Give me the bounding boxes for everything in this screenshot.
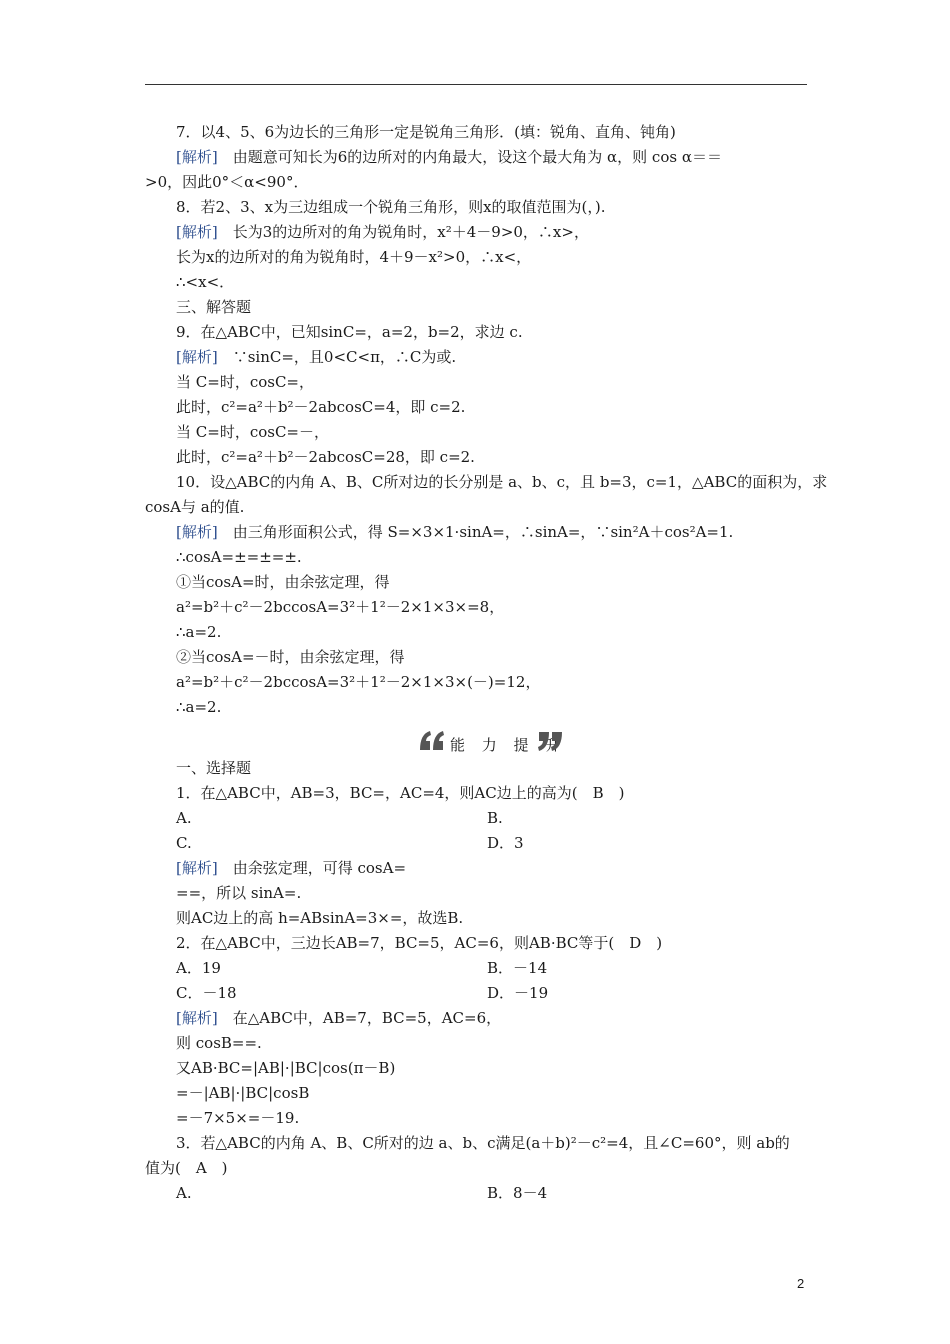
header-rule: [145, 84, 807, 85]
text-line-p2d: [176, 1083, 309, 1103]
line-text: 1．在△ABC中，AB=3，BC=，AC=4，则AC边上的高为( B ): [176, 784, 625, 802]
text-line-q9d: [176, 422, 329, 442]
text-line-p3: [176, 1133, 790, 1153]
text-line-q10d: [176, 547, 302, 567]
text-line-p2c: [176, 1058, 395, 1078]
line-text: D．－19: [487, 984, 549, 1002]
text-line-q10c: [176, 522, 733, 542]
line-text: 在△ABC中，AB=7，BC=5，AC=6，: [217, 1009, 502, 1027]
line-text: ∴a=2.: [176, 623, 222, 641]
line-text: 三、解答题: [176, 298, 252, 316]
line-text: ∴a=2.: [176, 698, 222, 716]
text-line-q8: [176, 197, 606, 217]
text-line-q9e: [176, 447, 475, 467]
line-text: ②当cosA=－时，由余弦定理，得: [176, 648, 405, 666]
line-text: 长为3的边所对的角为锐角时，x²＋4－9>0，∴x>，: [217, 223, 589, 241]
text-line-p2: [176, 933, 662, 953]
text-line-p2B: [487, 958, 547, 978]
text-line-p3B: [487, 1183, 547, 1203]
text-line-q9: [176, 322, 523, 342]
section-banner: [418, 728, 568, 756]
line-text: cosA与 a的值.: [145, 498, 245, 516]
text-line-p1C: [176, 833, 192, 853]
analysis-tag: [解析]: [176, 348, 218, 366]
text-line-q8a: [176, 222, 589, 242]
text-line-p3A: [176, 1183, 192, 1203]
line-text: 则AC边上的高 h=ABsinA=3×=，故选B.: [176, 909, 464, 927]
line-text: a²=b²＋c²－2bccosA=3²＋1²－2×1×3×=8，: [176, 598, 505, 616]
line-text: 2．在△ABC中，三边长AB=7，BC=5，AC=6，则AB·BC等于( D ): [176, 934, 663, 952]
line-text: =－|AB|·|BC|cosB: [176, 1084, 310, 1102]
text-line-q10g: [176, 622, 221, 642]
line-text: B.: [487, 809, 503, 827]
text-line-p3b: [145, 1158, 228, 1178]
text-line-p1: [176, 783, 624, 803]
line-text: 长为x的边所对的角为锐角时，4＋9－x²>0，∴x<，: [176, 248, 532, 266]
text-line-p1a: [176, 858, 406, 878]
line-text: ①当cosA=时，由余弦定理，得: [176, 573, 390, 591]
line-text: A.: [176, 1184, 192, 1202]
text-line-q9c: [176, 397, 465, 417]
text-line-p2b: [176, 1033, 262, 1053]
text-line-p1B: [487, 808, 503, 828]
text-line-q9a: [176, 347, 456, 367]
line-text: >0，因此0°＜α<90°．: [145, 173, 309, 191]
text-line-p2A: [176, 958, 221, 978]
text-line-q10h: [176, 647, 405, 667]
text-line-q7a: [176, 147, 722, 167]
open-quote-icon: [418, 728, 446, 754]
line-text: 7．以4、5、6为边长的三角形一定是锐角三角形．(填：锐角、直角、钝角): [176, 123, 676, 141]
line-text: 一、选择题: [176, 759, 252, 777]
text-line-q8b: [176, 247, 531, 267]
line-text: 由三角形面积公式，得 S=×3×1·sinA=，∴sinA=，∵sin²A＋cos²A=1.: [217, 523, 734, 541]
line-text: 又AB·BC=|AB|·|BC|cos(π－B): [176, 1059, 396, 1077]
line-text: D．3: [487, 834, 524, 852]
text-line-p2a: [176, 1008, 501, 1028]
line-text: 此时，c²=a²＋b²－2abcosC=28，即 c=2.: [176, 448, 475, 466]
line-text: B．8－4: [487, 1184, 548, 1202]
line-text: 此时，c²=a²＋b²－2abcosC=4，即 c=2.: [176, 398, 466, 416]
line-text: 当 C=时，cosC=－，: [176, 423, 329, 441]
line-text: 则 cosB==.: [176, 1034, 262, 1052]
analysis-tag: [解析]: [176, 859, 218, 877]
line-text: 当 C=时，cosC=，: [176, 373, 314, 391]
text-line-s1: [176, 758, 251, 778]
text-line-q10e: [176, 572, 390, 592]
line-text: A．19: [176, 959, 221, 977]
text-line-p1A: [176, 808, 192, 828]
line-text: A.: [176, 809, 192, 827]
line-text: ∴cosA=±=±=±.: [176, 548, 302, 566]
analysis-tag: [解析]: [176, 148, 218, 166]
text-line-s3: [176, 297, 251, 317]
text-line-p1D: [487, 833, 524, 853]
line-text: 3．若△ABC的内角 A、B、C所对的边 a、b、c满足(a＋b)²－c²=4，且∠C=60°，则 ab的: [176, 1134, 790, 1152]
text-line-p2D: [487, 983, 548, 1003]
text-line-p1b: [176, 883, 301, 903]
line-text: ==，所以 sinA=.: [176, 884, 302, 902]
line-text: C．－18: [176, 984, 237, 1002]
section-banner-label: 能 力 提 升: [450, 736, 567, 754]
text-line-q10i: [176, 672, 540, 692]
text-line-q10: [176, 472, 827, 492]
text-line-q10j: [176, 697, 221, 717]
text-line-q7: [176, 122, 676, 142]
line-text: 由余弦定理，可得 cosA=: [217, 859, 407, 877]
line-text: 由题意可知长为6的边所对的内角最大，设这个最大角为 α，则 cos α＝＝: [217, 148, 722, 166]
text-line-p2e: [176, 1108, 299, 1128]
text-line-p1c: [176, 908, 463, 928]
page-number: 2: [797, 1276, 805, 1291]
line-text: a²=b²＋c²－2bccosA=3²＋1²－2×1×3×(－)=12，: [176, 673, 541, 691]
line-text: ∵sinC=，且0<C<π，∴C为或.: [217, 348, 457, 366]
line-text: 9．在△ABC中，已知sinC=，a=2，b=2，求边 c.: [176, 323, 523, 341]
text-line-p2C: [176, 983, 237, 1003]
line-text: C.: [176, 834, 192, 852]
line-text: =－7×5×=－19.: [176, 1109, 300, 1127]
text-line-q7b: [145, 172, 308, 192]
text-line-q8c: [176, 272, 234, 292]
text-line-q9b: [176, 372, 314, 392]
line-text: 8．若2、3、x为三边组成一个锐角三角形，则x的取值范围为(，).: [176, 198, 606, 216]
text-line-q10b: [145, 497, 244, 517]
close-quote-icon: [536, 728, 564, 754]
line-text: ∴<x<．: [176, 273, 235, 291]
analysis-tag: [解析]: [176, 1009, 218, 1027]
analysis-tag: [解析]: [176, 523, 218, 541]
text-line-q10f: [176, 597, 504, 617]
analysis-tag: [解析]: [176, 223, 218, 241]
line-text: B．－14: [487, 959, 548, 977]
line-text: 值为( A ): [145, 1159, 228, 1177]
line-text: 10．设△ABC的内角 A、B、C所对边的长分别是 a、b、c，且 b=3，c=1，△ABC的面积为，求: [176, 473, 828, 491]
